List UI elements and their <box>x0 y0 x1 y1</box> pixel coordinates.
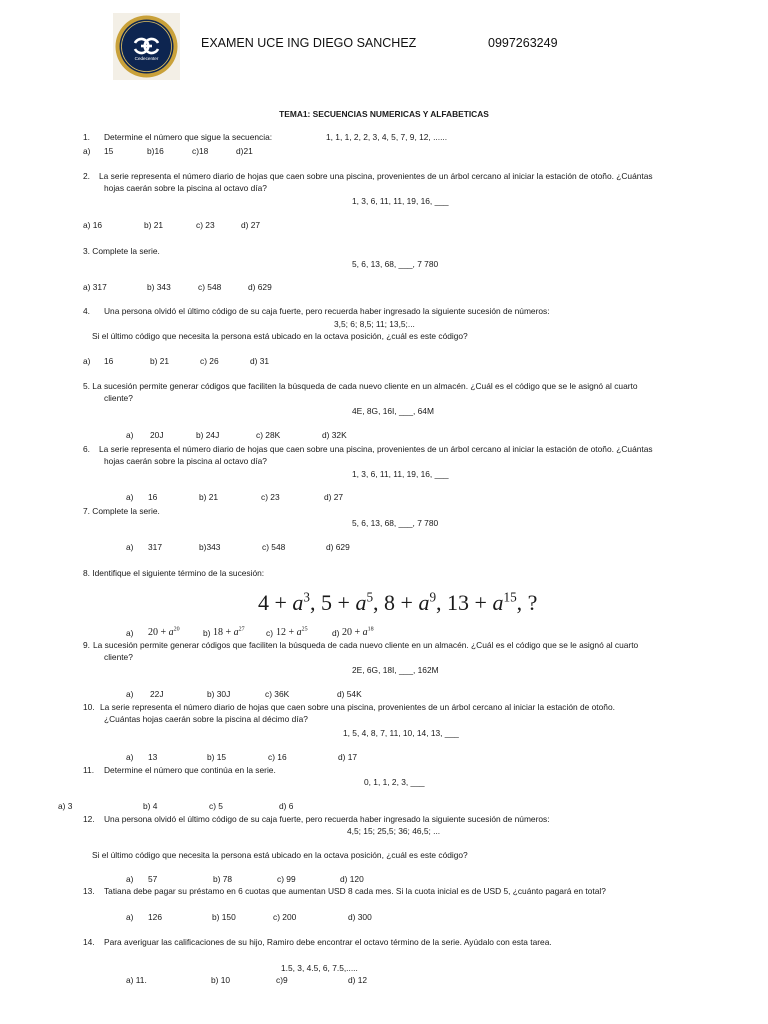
q4-number: 4. <box>83 306 90 316</box>
q10-option: 13 <box>148 752 158 762</box>
q8-option-formula: $20 + a^{18}$ <box>342 626 374 638</box>
q2-sequence: 1, 3, 6, 11, 11, 19, 16, ___ <box>352 196 449 206</box>
q11-option: c) 5 <box>209 801 223 811</box>
q1-number: 1. <box>83 132 90 142</box>
exam-title: EXAMEN UCE ING DIEGO SANCHEZ <box>201 36 417 50</box>
q5-option: c) 28K <box>256 430 281 440</box>
q4-option: d) 31 <box>250 356 270 366</box>
q14-option: a) 11. <box>126 975 147 985</box>
q13-option: 126 <box>148 912 162 922</box>
svg-text:Cedecenter: Cedecenter <box>134 56 159 61</box>
q8-option-label: b) <box>203 628 211 638</box>
q5-text: 5. La sucesión permite generar códigos que faciliten la búsqueda de cada nuevo cliente en un almacén. ¿Cuál es el código que se le asignó al cuarto <box>83 381 638 391</box>
q9-option: a) <box>126 689 134 699</box>
q14-sequence: 1.5, 3, 4.5, 6, 7.5,..... <box>281 963 358 973</box>
q9-text: La sucesión permite generar códigos que faciliten la búsqueda de cada nuevo cliente en un almacén. ¿Cuál es el código que se le asignó al cuarto <box>93 640 639 650</box>
q1-option: d)21 <box>236 146 253 156</box>
q4-option: b) 21 <box>150 356 170 366</box>
q10-sequence: 1, 5, 4, 8, 7, 11, 10, 14, 13, ___ <box>343 728 459 738</box>
q8-option-formula: $12 + a^{25}$ <box>276 626 308 638</box>
q13-option: a) <box>126 912 134 922</box>
q3-option: a) 317 <box>83 282 107 292</box>
q4-option: c) 26 <box>200 356 219 366</box>
q2-number: 2. <box>83 171 90 181</box>
q5-sequence: 4E, 8G, 16I, ___, 64M <box>352 406 434 416</box>
q6-text: La serie representa el número diario de hojas que caen sobre una piscina, provenientes de un árbol cercano al iniciar la estación de otoño. ¿Cuántas <box>99 444 653 454</box>
q10-option: c) 16 <box>268 752 287 762</box>
q5-option: d) 32K <box>322 430 347 440</box>
q1-option: b)16 <box>147 146 164 156</box>
q8-sequence-formula: $4 + a^3$, $5 + a^5$, $8 + a^9$, $13 + a^{15}$, ? <box>258 589 538 615</box>
q12-option: 57 <box>148 874 158 884</box>
topic-title: TEMA1: SECUENCIAS NUMERICAS Y ALFABETICAS <box>279 109 489 119</box>
q9-number: 9. <box>83 640 90 650</box>
q6-sequence: 1, 3, 6, 11, 11, 19, 16, ___ <box>352 469 449 479</box>
q3-option: d) 629 <box>248 282 272 292</box>
q2-option: c) 23 <box>196 220 215 230</box>
q9-sequence: 2E, 6G, 18I, ___, 162M <box>352 665 439 675</box>
q13-option: c) 200 <box>273 912 297 922</box>
q14-option: d) 12 <box>348 975 368 985</box>
q9-option: d) 54K <box>337 689 362 699</box>
q12-text: Una persona olvidó el último código de su caja fuerte, pero recuerda haber ingresado la siguiente sucesión de números: <box>104 814 550 824</box>
q4-text: Una persona olvidó el último código de su caja fuerte, pero recuerda haber ingresado la siguiente sucesión de números: <box>104 306 550 316</box>
q13-option: d) 300 <box>348 912 372 922</box>
q2-option: d) 27 <box>241 220 261 230</box>
cedecenter-logo <box>113 13 180 80</box>
q12-number: 12. <box>83 814 95 824</box>
q10-text: ¿Cuántas hojas caerán sobre la piscina al décimo día? <box>104 714 308 724</box>
q3-text: 3. Complete la serie. <box>83 246 160 256</box>
q7-option: b)343 <box>199 542 221 552</box>
q13-number: 13. <box>83 886 95 896</box>
q6-option: d) 27 <box>324 492 344 502</box>
q9-text: cliente? <box>104 652 133 662</box>
q5-text: cliente? <box>104 393 133 403</box>
q10-option: a) <box>126 752 134 762</box>
q3-option: c) 548 <box>198 282 222 292</box>
q5-option: 20J <box>150 430 164 440</box>
q1-sequence: 1, 1, 1, 2, 2, 3, 4, 5, 7, 9, 12, ...... <box>326 132 448 142</box>
q7-option: c) 548 <box>262 542 286 552</box>
q14-text: Para averiguar las calificaciones de su hijo, Ramiro debe encontrar el octavo término de la serie. Ayúdalo con esta tarea. <box>104 937 552 947</box>
q6-option: b) 21 <box>199 492 219 502</box>
q8-option-label: d) <box>332 628 340 638</box>
q7-option: 317 <box>148 542 162 552</box>
q12-option: d) 120 <box>340 874 364 884</box>
q12-sequence: 4,5; 15; 25,5; 36; 46,5; ... <box>347 826 441 836</box>
q12-option: b) 78 <box>213 874 233 884</box>
q8-option-formula: $18 + a^{27}$ <box>213 626 245 638</box>
q14-number: 14. <box>83 937 95 947</box>
q7-sequence: 5, 6, 13, 68, ___, 7 780 <box>352 518 439 528</box>
q5-option: b) 24J <box>196 430 220 440</box>
q9-option: c) 36K <box>265 689 290 699</box>
q3-sequence: 5, 6, 13, 68, ___, 7 780 <box>352 259 439 269</box>
q11-option: b) 4 <box>143 801 158 811</box>
q11-number: 11. <box>83 765 95 775</box>
q2-option: b) 21 <box>144 220 164 230</box>
q4-option: 16 <box>104 356 114 366</box>
q14-option: b) 10 <box>211 975 231 985</box>
q7-option: d) 629 <box>326 542 350 552</box>
q4-question: Si el último código que necesita la persona está ubicado en la octava posición, ¿cuál es este código? <box>92 331 468 341</box>
q7-text: 7. Complete la serie. <box>83 506 160 516</box>
q11-option: a) 3 <box>58 801 73 811</box>
q6-option: a) <box>126 492 134 502</box>
q1-text: Determine el número que sigue la secuencia: <box>104 132 273 142</box>
q8-option-label: a) <box>126 628 134 638</box>
q2-text: hojas caerán sobre la piscina al octavo día? <box>104 183 267 193</box>
q9-option: 22J <box>150 689 164 699</box>
q6-number: 6. <box>83 444 90 454</box>
phone-number: 0997263249 <box>488 36 558 50</box>
q10-number: 10. <box>83 702 95 712</box>
q13-option: b) 150 <box>212 912 236 922</box>
q9-option: b) 30J <box>207 689 231 699</box>
q13-text: Tatiana debe pagar su préstamo en 6 cuotas que aumentan USD 8 cada mes. Si la cuota inicial es de USD 5, ¿cuánto pagará en total? <box>104 886 606 896</box>
q10-option: d) 17 <box>338 752 358 762</box>
q6-text: hojas caerán sobre la piscina al octavo día? <box>104 456 267 466</box>
q11-option: d) 6 <box>279 801 294 811</box>
q12-option: c) 99 <box>277 874 296 884</box>
q4-sequence: 3,5; 6; 8,5; 11; 13,5;... <box>334 319 415 329</box>
q2-text: La serie representa el número diario de hojas que caen sobre una piscina, provenientes de un árbol cercano al iniciar la estación de otoño. ¿Cuántas <box>99 171 653 181</box>
q4-option: a) <box>83 356 91 366</box>
q1-option: 15 <box>104 146 114 156</box>
q8-option-formula: $20 + a^{20}$ <box>148 626 180 638</box>
q11-text: Determine el número que continúa en la serie. <box>104 765 276 775</box>
q11-sequence: 0, 1, 1, 2, 3, ___ <box>364 777 425 787</box>
q1-option: a) <box>83 146 91 156</box>
q6-option: 16 <box>148 492 158 502</box>
q7-option: a) <box>126 542 134 552</box>
q5-option: a) <box>126 430 134 440</box>
q8-text: 8. Identifique el siguiente término de la sucesión: <box>83 568 265 578</box>
q10-option: b) 15 <box>207 752 227 762</box>
q3-option: b) 343 <box>147 282 171 292</box>
q6-option: c) 23 <box>261 492 280 502</box>
q1-option: c)18 <box>192 146 209 156</box>
q8-option-label: c) <box>266 628 273 638</box>
q14-option: c)9 <box>276 975 288 985</box>
q12-option: a) <box>126 874 134 884</box>
q2-option: a) 16 <box>83 220 103 230</box>
q10-text: La serie representa el número diario de hojas que caen sobre una piscina, provenientes de un árbol cercano al iniciar la estación de otoño. <box>100 702 615 712</box>
q12-question: Si el último código que necesita la persona está ubicado en la octava posición, ¿cuál es este código? <box>92 850 468 860</box>
